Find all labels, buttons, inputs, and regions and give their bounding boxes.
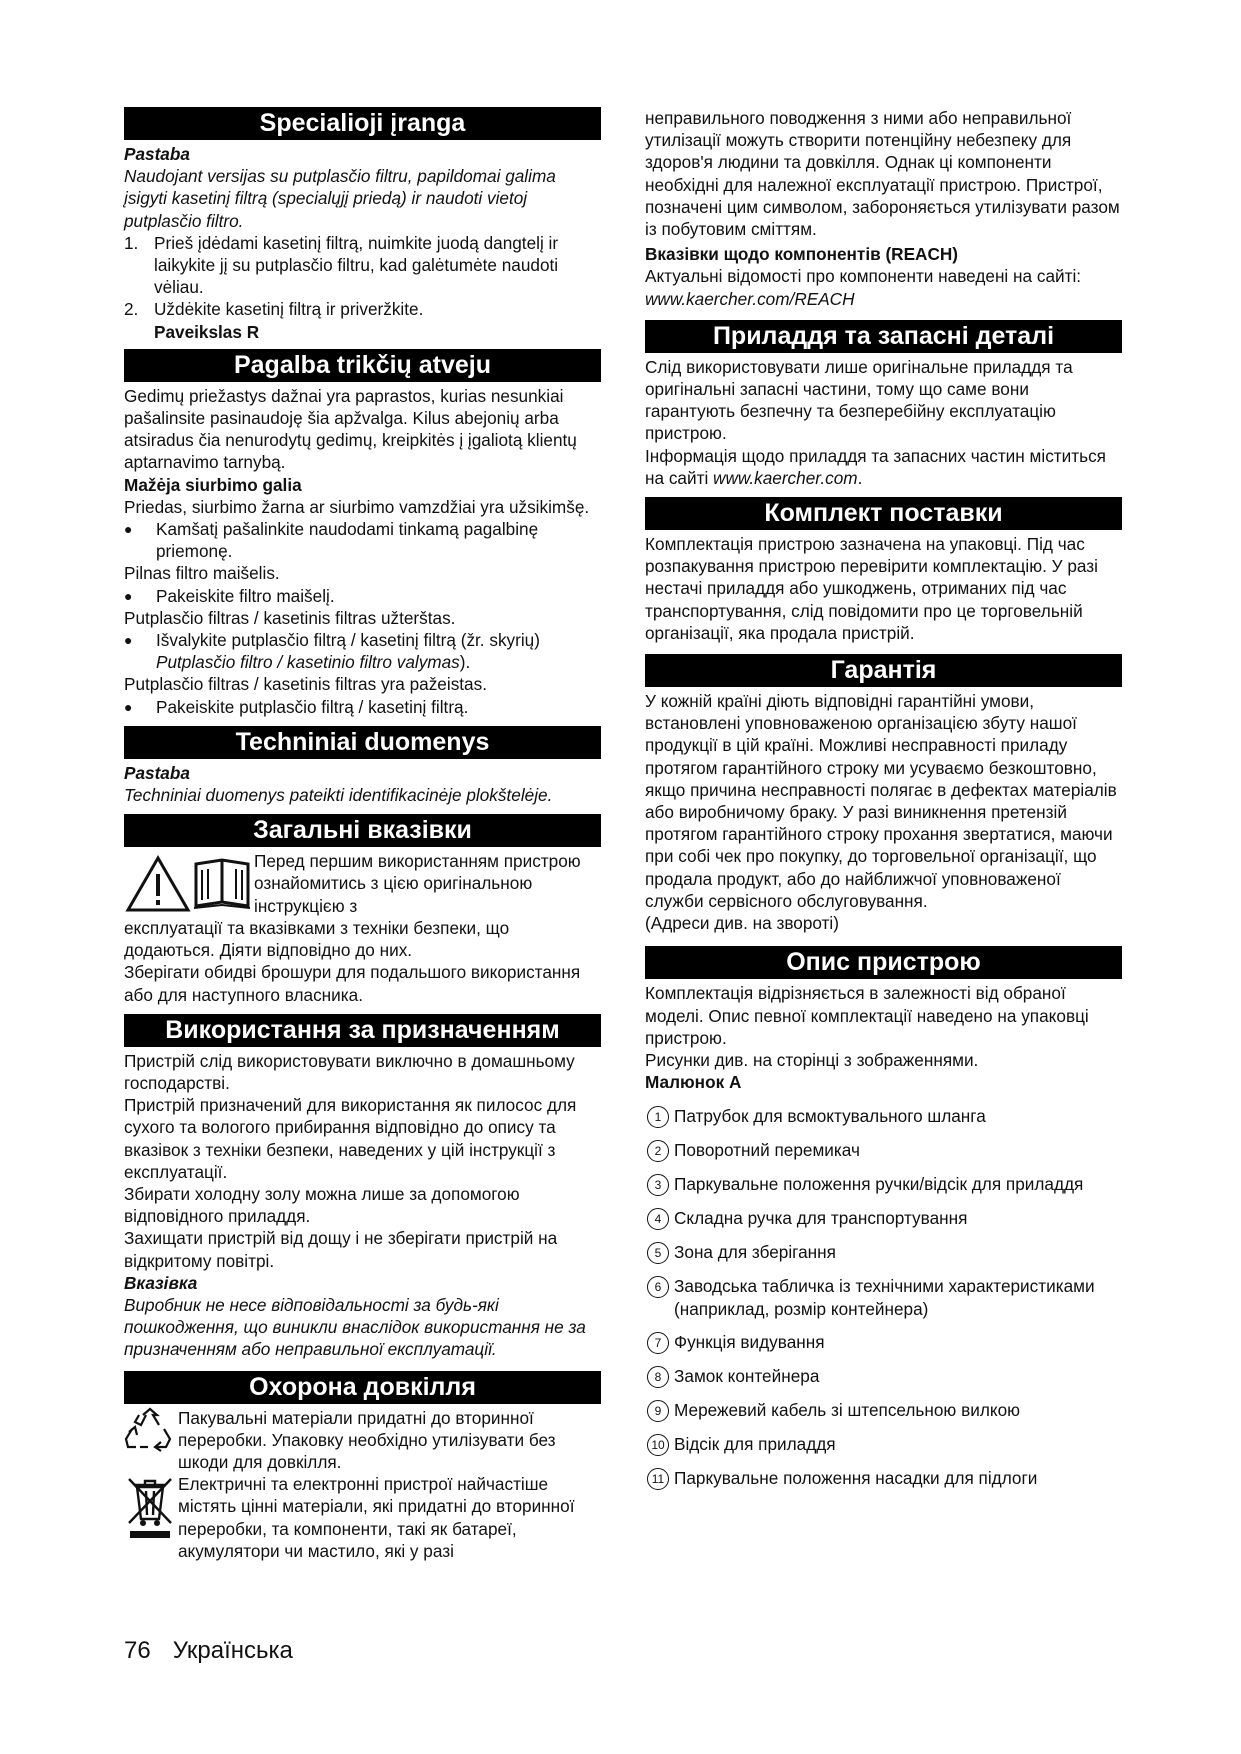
warranty-text: У кожній країні діють відповідні гарантійні умови, встановлені уповноваженою організацією збуту нашої продукції в цій країні. Можливі несправності приладу протягом гарантійного строку ми усуваємо безкоштовно, якщо причина несправності полягає в дефектах матеріалів або виробничому браку. У разі виникнення претензій протягом гарантійного строку прохання звертатися, маючи при собі чек про покупку, до торговельної організації, що продала продукт, або до найближчої уповноваженої служби сервісного обслуговування. xyxy=(645,691,1117,911)
bullet-icon: ● xyxy=(124,632,133,649)
description-text: Комплектація відрізняється в залежності від обраної моделі. Опис певної комплектації наведено на упаковці пристрою. xyxy=(645,983,1089,1048)
safety-notice-text: Перед першим використанням пристрою ознайомитись з цією оригінальною інструкцією з xyxy=(254,851,581,916)
bullet-item: ● Pakeiskite filtro maišelį. xyxy=(124,585,335,606)
page-footer xyxy=(124,1637,315,1664)
step-2: 2. Uždėkite kasetinį filtrą ir priveržkite. xyxy=(124,299,424,320)
legend-item: 11 Паркувальне положення насадки для підлоги xyxy=(645,1467,1122,1490)
number-circle-icon: 10 xyxy=(647,1434,669,1456)
intended-use-text: Пристрій призначений для використання як пилосос для сухого та вологого прибирання відповідно до опису та вказівок з техніки безпеки, наведених у цій інструкції з експлуатації. xyxy=(124,1095,577,1182)
safety-notice-continued: експлуатації та вказівками з техніки безпеки, що додаються. Діяти відповідно до них. xyxy=(124,917,510,961)
page-number: 76 xyxy=(124,1637,151,1664)
section-heading-scope-of-delivery: Комплект поставки xyxy=(645,497,1122,530)
weee-text: Електричні та електронні пристрої найчастіше містять цінні матеріали, які придатні до вторинної переробки, та компоненти, такі як батареї, акумулятори чи мастило, які у разі xyxy=(178,1474,575,1561)
bullet-item: ● Išvalykite putplasčio filtrą / kasetinį filtrą (žr. skyrių) Putplasčio filtro / kasetinio filtro valymas). xyxy=(124,630,540,673)
reach-url: www.kaercher.com/REACH xyxy=(645,288,855,309)
section-heading-accessories: Приладдя та запасні деталі xyxy=(645,320,1122,353)
bullet-icon: ● xyxy=(124,698,133,715)
section-heading-warranty: Гарантія xyxy=(645,654,1122,687)
number-circle-icon: 8 xyxy=(647,1366,669,1388)
section-heading-environment: Охорона довкілля xyxy=(124,1371,601,1404)
page-language: Українська xyxy=(172,1637,293,1664)
number-circle-icon: 7 xyxy=(647,1332,669,1354)
number-circle-icon: 1 xyxy=(647,1106,669,1128)
legend-item: 5 Зона для зберігання xyxy=(645,1241,1122,1264)
caution-label: Вказівка xyxy=(124,1272,198,1293)
bullet-icon: ● xyxy=(124,587,133,604)
legend-item: 9 Мережевий кабель зі штепсельною вилкою xyxy=(645,1399,1122,1422)
number-circle-icon: 11 xyxy=(647,1468,669,1490)
section-heading-troubleshooting: Pagalba trikčių atveju xyxy=(124,349,601,382)
cause-text: Priedas, siurbimo žarna ar siurbimo vamzdžiai yra užsikimšę. xyxy=(124,496,590,517)
intended-use-text: Захищати пристрій від дощу і не зберігати пристрій на відкритому повітрі. xyxy=(124,1228,558,1271)
bullet-icon: ● xyxy=(124,521,133,538)
component-legend xyxy=(645,1105,1122,1489)
recycling-icon xyxy=(124,1407,176,1459)
cause-text: Putplasčio filtras / kasetinis filtras užterštas. xyxy=(124,607,456,628)
weee-notice xyxy=(124,1473,601,1562)
reach-text: Актуальні відомості про компоненти наведені на сайті: www.kaercher.com/REACH xyxy=(645,266,1082,309)
scope-of-delivery-text: Комплектація пристрою зазначена на упаковці. Під час розпакування пристрою перевірити комплектацію. У разі нестачі приладдя або ушкоджень, отриманих під час транспортування, слід повідомити про це торговельній організації, яка продала пристрій. xyxy=(645,534,1098,643)
legend-item: 4 Складна ручка для транспортування xyxy=(645,1207,1122,1230)
weee-text-continued: неправильного поводження з ними або неправильної утилізації можуть створити потенційну небезпеку для здоров'я людини та довкілля. Однак ці компоненти необхідні для належної експлуатації пристрою. Пристрої, позначені цим символом, забороняється утилізувати разом із побутовим сміттям. xyxy=(645,108,1120,240)
legend-item: 6 Заводська табличка із технічними характеристиками (наприклад, розмір контейнера) xyxy=(645,1275,1122,1319)
legend-item: 2 Поворотний перемикач xyxy=(645,1139,1122,1162)
description-figures-note: Рисунки див. на сторінці з зображеннями. xyxy=(645,1049,979,1070)
section-heading-general-notes: Загальні вказівки xyxy=(124,814,601,847)
number-circle-icon: 5 xyxy=(647,1242,669,1264)
section-heading-special-equipment: Specialioji įranga xyxy=(124,107,601,140)
keep-manuals-text: Зберігати обидві брошури для подальшого використання або для наступного власника. xyxy=(124,962,581,1005)
number-circle-icon: 3 xyxy=(647,1174,669,1196)
note-label: Pastaba xyxy=(124,144,190,164)
step-1: 1. Prieš įdėdami kasetinį filtrą, nuimkite juodą dangtelį ir laikykite jį su putplasčio filtru, kad galėtumėte naudoti vėliau. xyxy=(124,232,559,298)
figure-ref: Paveikslas R xyxy=(154,321,260,342)
figure-ref: Малюнок A xyxy=(645,1072,742,1093)
bullet-item: ● Pakeiskite putplasčio filtrą / kasetinį filtrą. xyxy=(124,696,469,717)
accessories-text: Слід використовувати лише оригінальне приладдя та оригінальні запасні частини, тому що саме вони гарантують безпечну та безперебійну експлуатацію пристрою. xyxy=(645,356,1073,444)
right-column xyxy=(645,107,1122,1501)
note-label: Pastaba xyxy=(124,762,190,783)
legend-item: 3 Паркувальне положення ручки/відсік для приладдя xyxy=(645,1173,1122,1196)
kaercher-url: www.kaercher.com xyxy=(713,467,858,488)
number-circle-icon: 2 xyxy=(647,1140,669,1162)
crossed-bin-icon xyxy=(124,1473,176,1543)
section-heading-device-description: Опис пристрою xyxy=(645,946,1122,979)
recycling-notice xyxy=(124,1407,601,1474)
section-heading-intended-use: Використання за призначенням xyxy=(124,1014,601,1047)
accessories-info: Інформація щодо приладдя та запасних частин міститься на сайті www.kaercher.com. xyxy=(645,445,1106,488)
legend-item: 1 Патрубок для всмоктувального шланга xyxy=(645,1105,1122,1128)
safety-notice xyxy=(124,850,601,917)
note-text: Techniniai duomenys pateikti identifikacinėje plokštelėje. xyxy=(124,785,553,806)
recycling-text: Пакувальні матеріали придатні до вторинної переробки. Упаковку необхідно утилізувати без шкоди для довкілля. xyxy=(178,1407,556,1472)
sub-heading-suction: Mažėja siurbimo galia xyxy=(124,474,302,495)
left-column xyxy=(124,107,601,1562)
bullet-item: ● Kamšatį pašalinkite naudodami tinkamą pagalbinę priemonę. xyxy=(124,519,539,562)
number-circle-icon: 4 xyxy=(647,1208,669,1230)
intended-use-text: Збирати холодну золу можна лише за допомогою відповідного приладдя. xyxy=(124,1183,520,1227)
number-circle-icon: 6 xyxy=(647,1276,669,1298)
note-text: Naudojant versijas su putplasčio filtru, papildomai galima įsigyti kasetinį filtrą (specialųjį priedą) ir naudoti vietoj putplasčio filtro. xyxy=(124,166,556,231)
legend-item: 7 Функція видування xyxy=(645,1331,1122,1354)
warranty-addresses: (Адреси див. на звороті) xyxy=(645,913,839,934)
intended-use-text: Пристрій слід використовувати виключно в домашньому господарстві. xyxy=(124,1050,575,1093)
legend-item: 8 Замок контейнера xyxy=(645,1365,1122,1388)
section-heading-technical-data: Techniniai duomenys xyxy=(124,726,601,759)
legend-item: 10 Відсік для приладдя xyxy=(645,1433,1122,1456)
warning-manual-icon xyxy=(124,850,254,916)
troubleshooting-intro: Gedimų priežastys dažnai yra paprastos, kurias nesunkiai pašalinsite pasinaudoję šia apžvalga. Kilus abejonių arba atsiradus čia nenurodytų gedimų, kreipkitės į įgaliotą klientų aptarnavimo tarnybą. xyxy=(124,385,577,473)
caution-text: Виробник не несе відповідальності за будь-які пошкодження, що виникли внаслідок використання не за призначенням або неправильної експлуатації. xyxy=(124,1294,586,1360)
cause-text: Putplasčio filtras / kasetinis filtras yra pažeistas. xyxy=(124,674,487,695)
reach-heading: Вказівки щодо компонентів (REACH) xyxy=(645,244,958,265)
number-circle-icon: 9 xyxy=(647,1400,669,1422)
cause-text: Pilnas filtro maišelis. xyxy=(124,563,280,584)
